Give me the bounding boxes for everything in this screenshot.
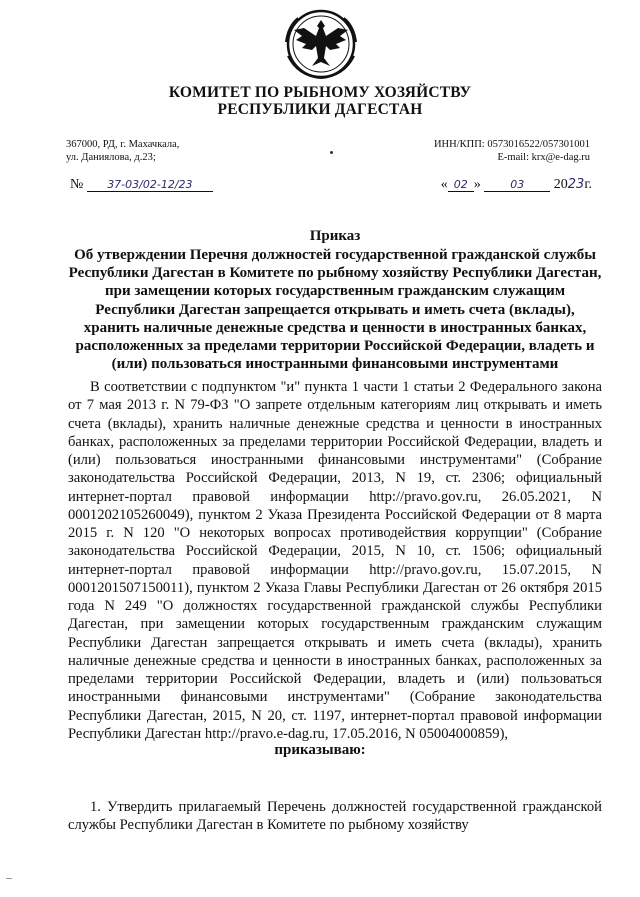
date-year-suffix: 23 <box>567 177 585 192</box>
email-line: E-mail: krx@e-dag.ru <box>497 152 590 163</box>
preamble-paragraph: В соответствии с подпунктом "и" пункта 1 части 1 статьи 2 Федерального закона от 7 мая 2013 г. N 79-ФЗ "О запрете отдельным категориям лиц открывать и иметь счета (вклады), хранить наличные денежные средства и ценности в иностранных банках, расположенных за пределами территории Российской Федерации, владеть и (или) пользоваться иностранными финансовыми инструментами" (Собрание законодательства Российской Федерации, 2013, N 19, ст. 2306; официальный интернет-портал правовой информации http://pravo.gov.ru, 26.05.2021, N 0001202105260049), пунктом 2 Указа Президента Российской Федерации от 8 марта 2015 г. N 120 "О некоторых вопросах противодействия коррупции" (Собрание законодательства Российской Федерации, 2015, N 10, ст. 1506; официальный интернет-портал правовой информации http://pravo.gov.ru, 15.07.2015, N 0001201507150011), пунктом 2 Указа Главы Республики Дагестан от 26 октября 2015 года N 249 "О должностях государственной гражданской службы Республики Дагестан, при замещении которых государственным гражданским служащим Республики Дагестан запрещается открывать и иметь счета (вклады), хранить наличные денежные средства и ценности в иностранных банках, расположенных за пределами территории Российской Федерации, владеть и (или) пользоваться иностранными финансовыми инструментами" (Собрание законодательства Республики Дагестан, 2015, N 20, ст. 1197, интернет-портал правовой информации Республики Дагестан http://pravo.e-dag.ru, 17.05.2016, N 05004000859), <box>68 379 602 742</box>
date-year-unit: г. <box>584 177 592 192</box>
date-open-quote: « <box>440 177 448 192</box>
contact-details <box>434 138 590 164</box>
margin-mark <box>6 878 12 879</box>
document-type-heading: Приказ <box>309 228 361 244</box>
address-line1: 367000, РД, г. Махачкала, <box>66 139 180 150</box>
order-word: приказываю: <box>274 742 366 758</box>
date-close-quote: » <box>473 177 481 192</box>
document-title: Об утверждении Перечня должностей государственной гражданской службы Республики Дагестан в Комитете по рыбному хозяйству Республики Дагестан, при замещении которых государственным гражданским служащим Республики Дагестан запрещается открывать и иметь счета (вклады), хранить наличные денежные средства и ценности в иностранных банках, расположенных за пределами территории Российской Федерации, владеть и (или) пользоваться иностранными финансовыми инструментами <box>68 247 602 373</box>
address-line2: ул. Даниялова, д.23; <box>66 152 156 163</box>
inn-kpp-line: ИНН/КПП: 0573016522/057301001 <box>433 139 590 150</box>
item-1-paragraph: 1. Утвердить прилагаемый Перечень должностей государственной гражданской службы Республики Дагестан в Комитете по рыбному хозяйству <box>68 799 602 834</box>
org-name-line1: КОМИТЕТ ПО РЫБНОМУ ХОЗЯЙСТВУ <box>168 84 472 101</box>
registration-date <box>441 177 592 193</box>
date-day: 02 <box>448 178 474 192</box>
date-year-prefix: 20 <box>553 177 568 192</box>
postal-address <box>66 138 179 164</box>
scan-dot <box>330 151 333 154</box>
dagestan-eagle-emblem-icon <box>278 6 364 82</box>
number-sign: № <box>70 177 84 192</box>
org-name-line2: РЕСПУБЛИКИ ДАГЕСТАН <box>217 101 423 118</box>
number-value: 37-03/02-12/23 <box>87 178 213 192</box>
registration-number <box>70 177 213 193</box>
date-month: 03 <box>484 178 550 192</box>
